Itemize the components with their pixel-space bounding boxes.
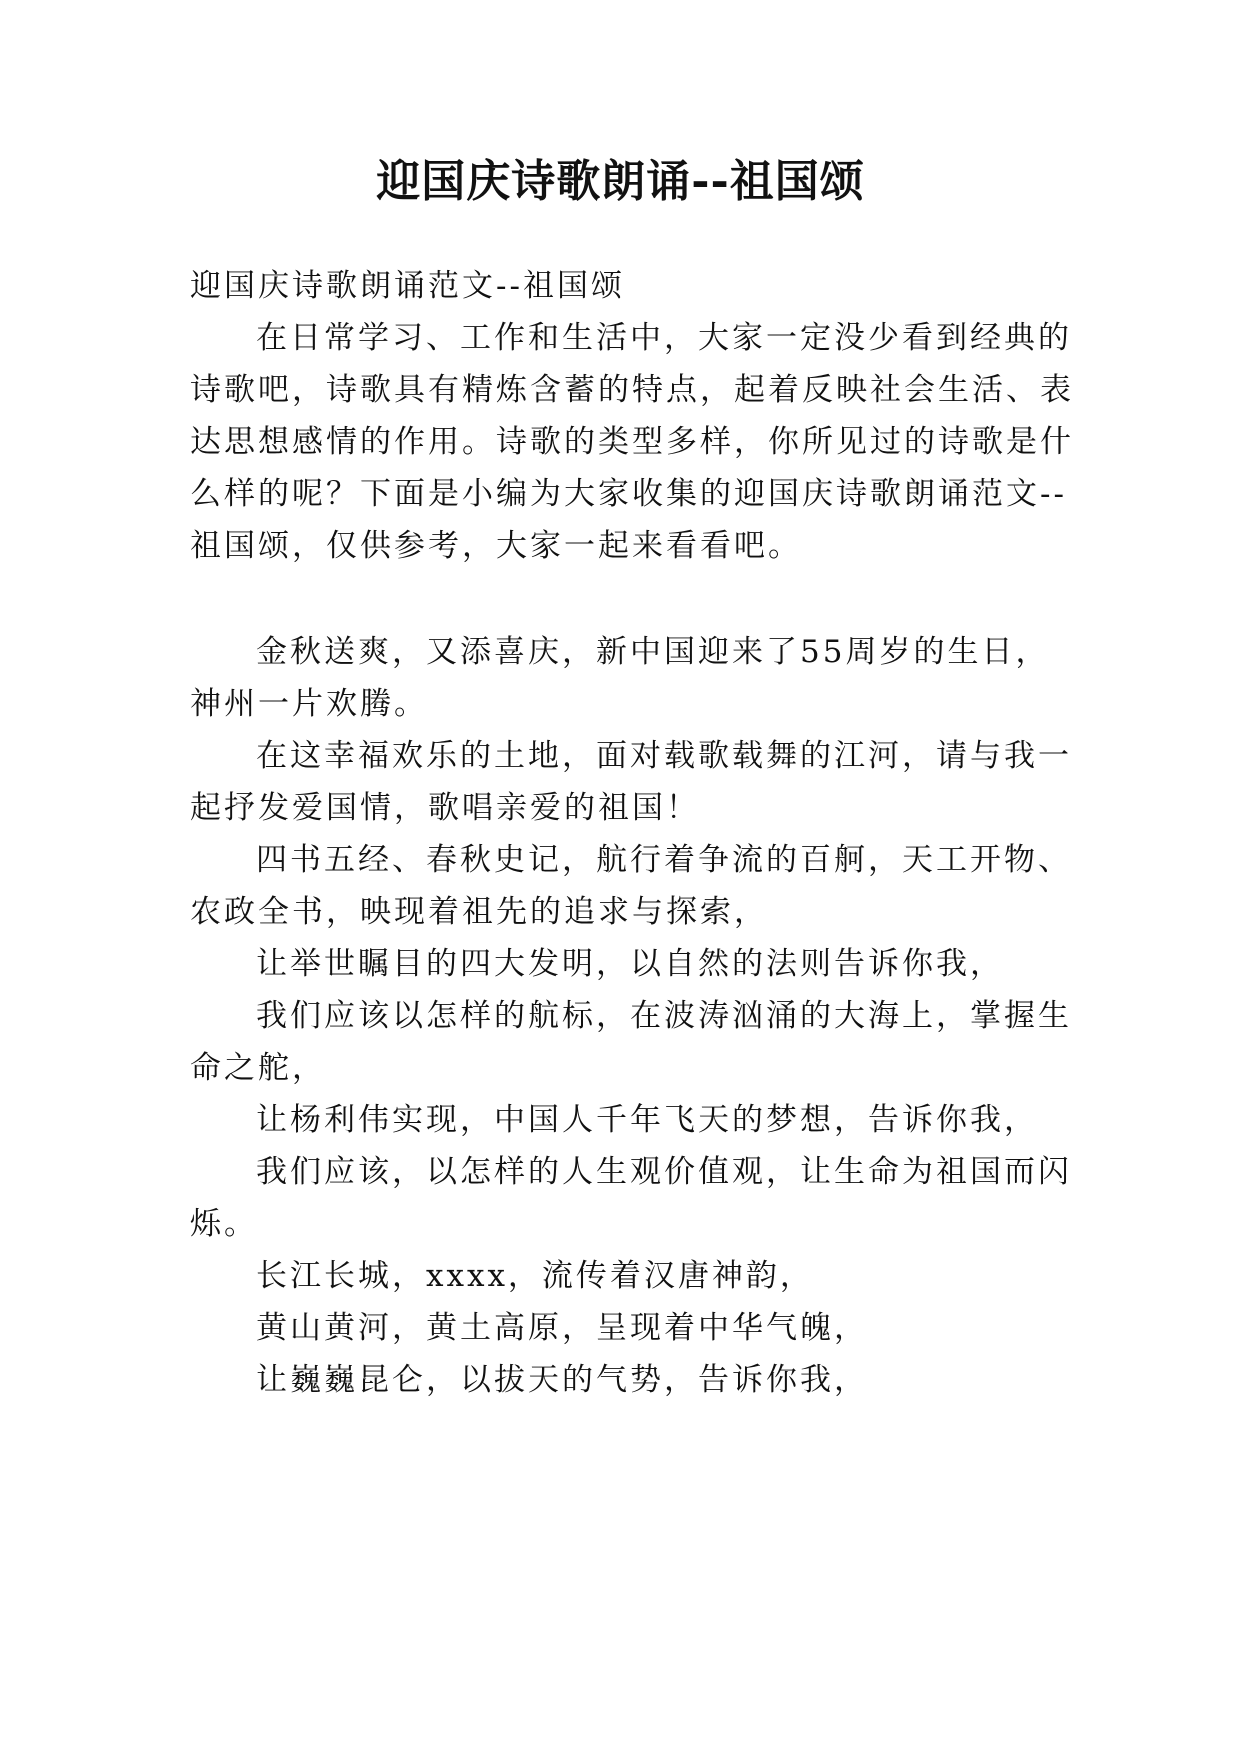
poem-line-9: 命之舵， <box>190 1050 326 1086</box>
poem-line-6: 农政全书，映现着祖先的追求与探索， <box>190 894 768 930</box>
poem-line-10: 让杨利伟实现，中国人千年飞天的梦想，告诉你我， <box>256 1102 1038 1138</box>
intro-line-3: 达思想感情的作用。诗歌的类型多样，你所见过的诗歌是什 <box>190 424 1074 460</box>
poem-line-12: 烁。 <box>190 1206 258 1242</box>
poem-line-14: 黄山黄河，黄土高原，呈现着中华气魄， <box>256 1310 868 1346</box>
poem-line-13: 长江长城，xxxx，流传着汉唐神韵， <box>256 1258 814 1294</box>
poem-line-2: 神州一片欢腾。 <box>190 686 428 722</box>
subtitle-line: 迎国庆诗歌朗诵范文--祖国颂 <box>190 268 625 304</box>
intro-line-5: 祖国颂，仅供参考，大家一起来看看吧。 <box>190 528 802 564</box>
poem-line-11: 我们应该，以怎样的人生观价值观，让生命为祖国而闪 <box>256 1154 1072 1190</box>
poem-line-7: 让举世瞩目的四大发明，以自然的法则告诉你我， <box>256 946 1004 982</box>
poem-line-15: 让巍巍昆仑，以拔天的气势，告诉你我， <box>256 1362 868 1398</box>
poem-line-1: 金秋送爽，又添喜庆，新中国迎来了55周岁的生日， <box>256 634 1050 670</box>
intro-line-4: 么样的呢？下面是小编为大家收集的迎国庆诗歌朗诵范文-- <box>190 476 1067 512</box>
intro-line-2: 诗歌吧，诗歌具有精炼含蓄的特点，起着反映社会生活、表 <box>190 372 1074 408</box>
poem-line-5: 四书五经、春秋史记，航行着争流的百舸，天工开物、 <box>256 842 1072 878</box>
intro-line-1: 在日常学习、工作和生活中，大家一定没少看到经典的 <box>256 320 1072 356</box>
document-title: 迎国庆诗歌朗诵--祖国颂 <box>376 156 865 207</box>
poem-line-8: 我们应该以怎样的航标，在波涛汹涌的大海上，掌握生 <box>256 998 1072 1034</box>
poem-line-3: 在这幸福欢乐的土地，面对载歌载舞的江河，请与我一 <box>256 738 1072 774</box>
poem-line-4: 起抒发爱国情，歌唱亲爱的祖国！ <box>190 790 700 826</box>
